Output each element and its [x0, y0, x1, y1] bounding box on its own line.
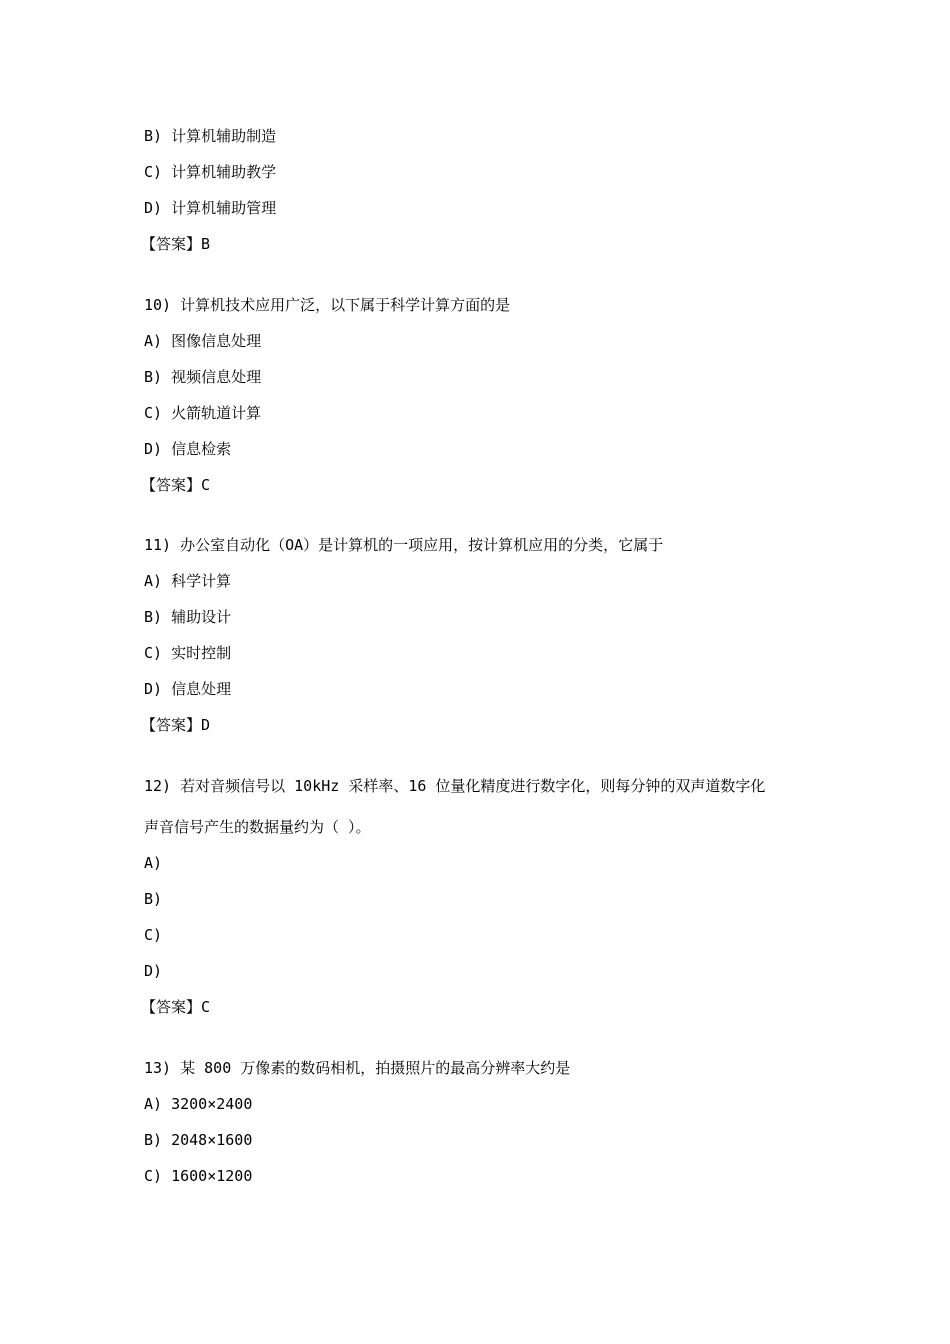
- q11-question: 11) 办公室自动化（OA）是计算机的一项应用，按计算机应用的分类，它属于: [144, 536, 664, 554]
- q12-option-a: A): [144, 854, 163, 872]
- q9-answer: 【答案】B: [141, 235, 211, 253]
- q11-option-c: C) 实时控制: [144, 644, 232, 662]
- q10-option-c: C) 火箭轨道计算: [144, 404, 262, 422]
- q13-option-b: B) 2048×1600: [144, 1131, 253, 1149]
- q11-answer: 【答案】D: [141, 716, 211, 734]
- q10-option-d: D) 信息检索: [144, 440, 232, 458]
- q13-question: 13) 某 800 万像素的数码相机，拍摄照片的最高分辨率大约是: [144, 1059, 571, 1077]
- q10-option-a: A) 图像信息处理: [144, 332, 262, 350]
- q12-option-d: D): [144, 962, 163, 980]
- q11-option-b: B) 辅助设计: [144, 608, 232, 626]
- q10-answer: 【答案】C: [141, 476, 211, 494]
- q9-option-d: D) 计算机辅助管理: [144, 199, 277, 217]
- q13-option-c: C) 1600×1200: [144, 1167, 253, 1185]
- q12-option-b: B): [144, 890, 163, 908]
- q10-question: 10) 计算机技术应用广泛，以下属于科学计算方面的是: [144, 296, 511, 314]
- q13-option-a: A) 3200×2400: [144, 1095, 253, 1113]
- q10-option-b: B) 视频信息处理: [144, 368, 262, 386]
- q11-option-a: A) 科学计算: [144, 572, 232, 590]
- q11-option-d: D) 信息处理: [144, 680, 232, 698]
- q9-option-b: B) 计算机辅助制造: [144, 127, 277, 145]
- q12-option-c: C): [144, 926, 163, 944]
- q9-option-c: C) 计算机辅助教学: [144, 163, 277, 181]
- q12-question-line2: 声音信号产生的数据量约为（ ）。: [144, 818, 371, 836]
- q12-answer: 【答案】C: [141, 998, 211, 1016]
- q12-question-line1: 12) 若对音频信号以 10kHz 采样率、16 位量化精度进行数字化，则每分钟的双声道数字化: [144, 777, 766, 795]
